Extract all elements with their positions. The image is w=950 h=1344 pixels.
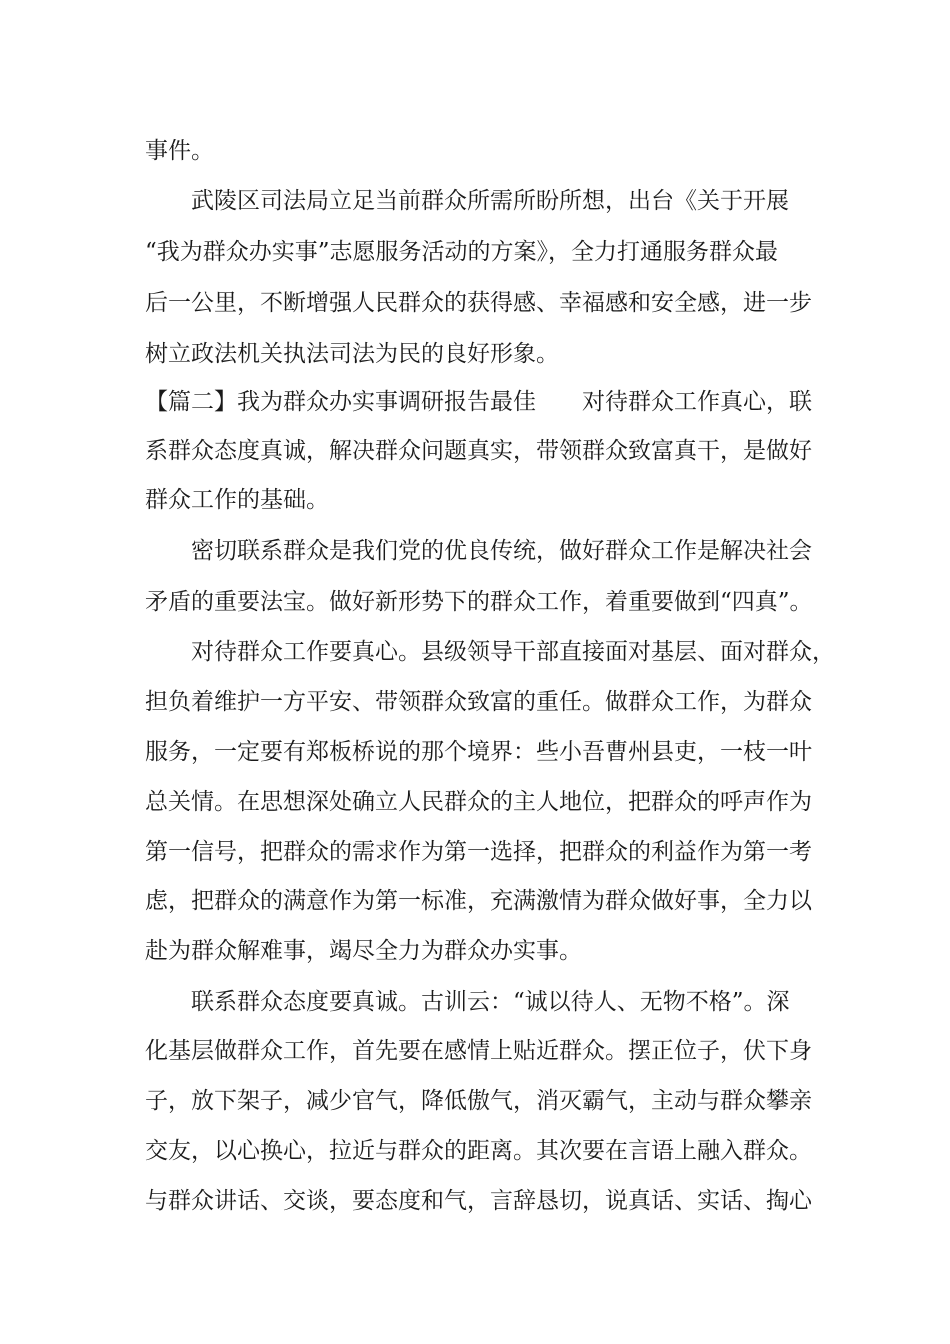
text-line: 子，放下架子，减少官气，降低傲气，消灭霸气，主动与群众攀亲: [145, 1088, 812, 1114]
text-line: 总关情。在思想深处确立人民群众的主人地位，把群众的呼声作为: [145, 789, 812, 815]
paragraph-first-line: 密切联系群众是我们党的优良传统，做好群众工作是解决社会: [191, 538, 812, 564]
text-line: 化基层做群众工作，首先要在感情上贴近群众。摆正位子，伏下身: [145, 1038, 812, 1064]
text-line: 虑，把群众的满意作为第一标准，充满激情为群众做好事，全力以: [145, 888, 812, 914]
paragraph-first-line: 联系群众态度要真诚。古训云：“诚以待人、无物不格”。深: [191, 989, 790, 1015]
text-line: 服务，一定要有郑板桥说的那个境界：些小吾曹州县吏，一枝一叶: [145, 739, 812, 765]
text-line: 交友，以心换心，拉近与群众的距离。其次要在言语上融入群众。: [145, 1138, 812, 1164]
text-line: 树立政法机关执法司法为民的良好形象。: [145, 341, 559, 367]
text-line: 矛盾的重要法宝。做好新形势下的群众工作，着重要做到“四真”。: [145, 589, 813, 615]
text-line: 担负着维护一方平安、带领群众致富的重任。做群众工作，为群众: [145, 689, 812, 715]
paragraph-first-line: 武陵区司法局立足当前群众所需所盼所想，出台《关于开展: [191, 188, 789, 214]
section-heading: 【篇二】我为群众办实事调研报告最佳: [145, 389, 536, 415]
paragraph-first-line: 对待群众工作要真心。县级领导干部直接面对基层、面对群众，: [191, 639, 835, 665]
text-line: 系群众态度真诚，解决群众问题真实，带领群众致富真干，是做好: [145, 438, 812, 464]
text-line: 第一信号，把群众的需求作为第一选择，把群众的利益作为第一考: [145, 839, 812, 865]
section-heading-continuation: 对待群众工作真心，联: [582, 389, 812, 415]
text-line: 事件。: [145, 138, 214, 164]
text-line: 赴为群众解难事，竭尽全力为群众办实事。: [145, 938, 582, 964]
text-line: 与群众讲话、交谈，要态度和气，言辞恳切，说真话、实话、掏心: [145, 1188, 812, 1214]
text-line: 后一公里，不断增强人民群众的获得感、幸福感和安全感，进一步: [145, 290, 812, 316]
text-line: 群众工作的基础。: [145, 487, 329, 513]
section-heading-line: [145, 387, 810, 417]
text-line: “我为群众办实事”志愿服务活动的方案》，全力打通服务群众最: [145, 239, 779, 265]
